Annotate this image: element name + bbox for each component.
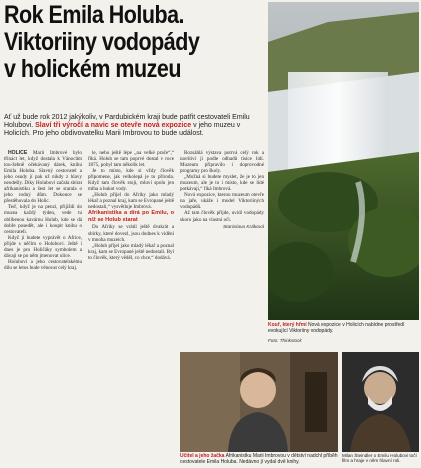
headline-line-3: v holickém muzeu [4,55,181,83]
dateline: HOLICE [8,150,28,156]
waterfall-caption-title: Kouř, který hřmí [268,322,307,328]
column2-p1: le, nebo ještě lépe „na velké prače“,“ říká. Holub se tam poprvé dostal v roce 1875, pobyl tam několik let. [88,150,174,169]
headline [4,2,226,83]
steindler-caption: Milan Šteindler o Emilu Holubovi točí film a hraje v něm hlavní roli. [342,453,417,464]
waterfall-caption [268,322,419,334]
column1-p1: Marii Imbrové bylo třináct let, když dostala k Vánocům tou-žebně očekávaný dárek, knihu Emila Holuba. Slavný cestovatel a jeho osudy jí pak už nikdy z hlavy neodešly. Díky Holubovi začala sbírat afrikanistiku a šest let se starala o jeho rodný dům. Dokonce se přestěhovala do Holic. [4,150,82,205]
column2-subhead: Afrikanistika a dírá po Emilu, o níž se Holub starat [88,210,174,224]
headline-line-2: Viktoriiny vodopády [4,28,200,56]
lead-highlight: Slaví tři výročí a navic se otevře nová expozice [35,122,192,130]
article-column-3 [180,150,264,315]
imbrova-caption-title: Učitel a jeho žačka [180,453,225,459]
imbrova-caption [180,453,338,465]
column3-p3: Nová expozice, kterou muzeum otevře na jaře, ukáže i model Viktoriiných vodopádů. [180,192,264,211]
lead-paragraph [4,114,262,139]
imbrova-caption-text: Afrikanistku Marii Imbrovou v dětství nadchl příběh cestovatele Emila Holuba. Nedávno jí vydal dvě knihy. [180,453,338,465]
waterfall-photo-credit: Foto: Thinkstock [268,338,302,343]
waterfall-caption-text: Nová expozice v Holicích nabídne prostředí evokující Viktoriiny vodopády. [268,322,405,334]
waterfall-image-icon [268,2,419,320]
column3-p2: „Možná si budete myslet, že je to jen muzeum, ale je to i místo, kde se lidé potkávají,“ říká Imbrová. [180,174,264,193]
byline: Stanislava Kráková [222,224,264,230]
article-column-2 [88,150,174,466]
column3-p4: Až tam člověk přijde, uvidí vodopády skoro jako na vlastní oči. [180,210,264,223]
column1-p3: Když jí budete vyprávět o Africe, přijde s něčím o Holubovi. Ještě i dnes je pro Holičáky symbolem a dávají se po něm jmenovat ulice. [4,234,82,259]
article-column-1 [4,150,82,466]
column3-p1: Rozsáhlá výstava potrvá celý rok a navštíví ji podle odhadů tisíce lidí. Muzeum připravilo i doprovodné programy pro školy. [180,150,264,175]
headline-line-1: Rok Emila Holuba. [4,1,184,29]
lead-text: Ať už bude rok 2012 jakýkoliv, v Pardubickém kraji bude patřit cestovateli Emilu Holubovi. [4,114,250,130]
column2-p5: „Holub přijel jako mladý lékař a poznal kraj, kam se Evropané ještě nedostali. Byl to člověk, který věděl, co chce,“ dodává. [88,242,174,261]
portrait-image-icon [180,352,338,452]
waterfall-photo [268,2,419,320]
steindler-photo [342,352,419,452]
column1-p4: Holubovi a jeho cestovatelskému dílu se letos bude věnovat celý kraj. [4,258,82,271]
actor-image-icon [342,352,419,452]
column2-p3: „Holub přijel do Afriky jako mladý lékař a poznal kraj, kam se Evropané ještě nedostali,“ vysvětluje Imbrová. [88,192,174,211]
imbrova-photo [180,352,338,452]
column2-p4: Do Afriky se vrátil ještě dvakrát a sbírky, které dovezl, jsou dodnes k vidění v mnoha muzeích. [88,224,174,243]
lead-rest: v jeho muzeu v Holicích. Pro jeho obdivovatelku Marii Imbrovou to bude událost. [4,122,241,138]
column1-p2: Teď, když je na penzi, přijíždí do muzea každý týden, vede tu oblíbenou kavárnu Holub, kde se dá dobře posedět, ale i koupit knihu o cestovateli. [4,204,82,235]
column2-p2: Je to místo, kde si vždy člověk připomene, jak velkolepá je to příroda. Když tam člověk stojí, mluví spolu jen mlha a hukot vody. [88,168,174,193]
